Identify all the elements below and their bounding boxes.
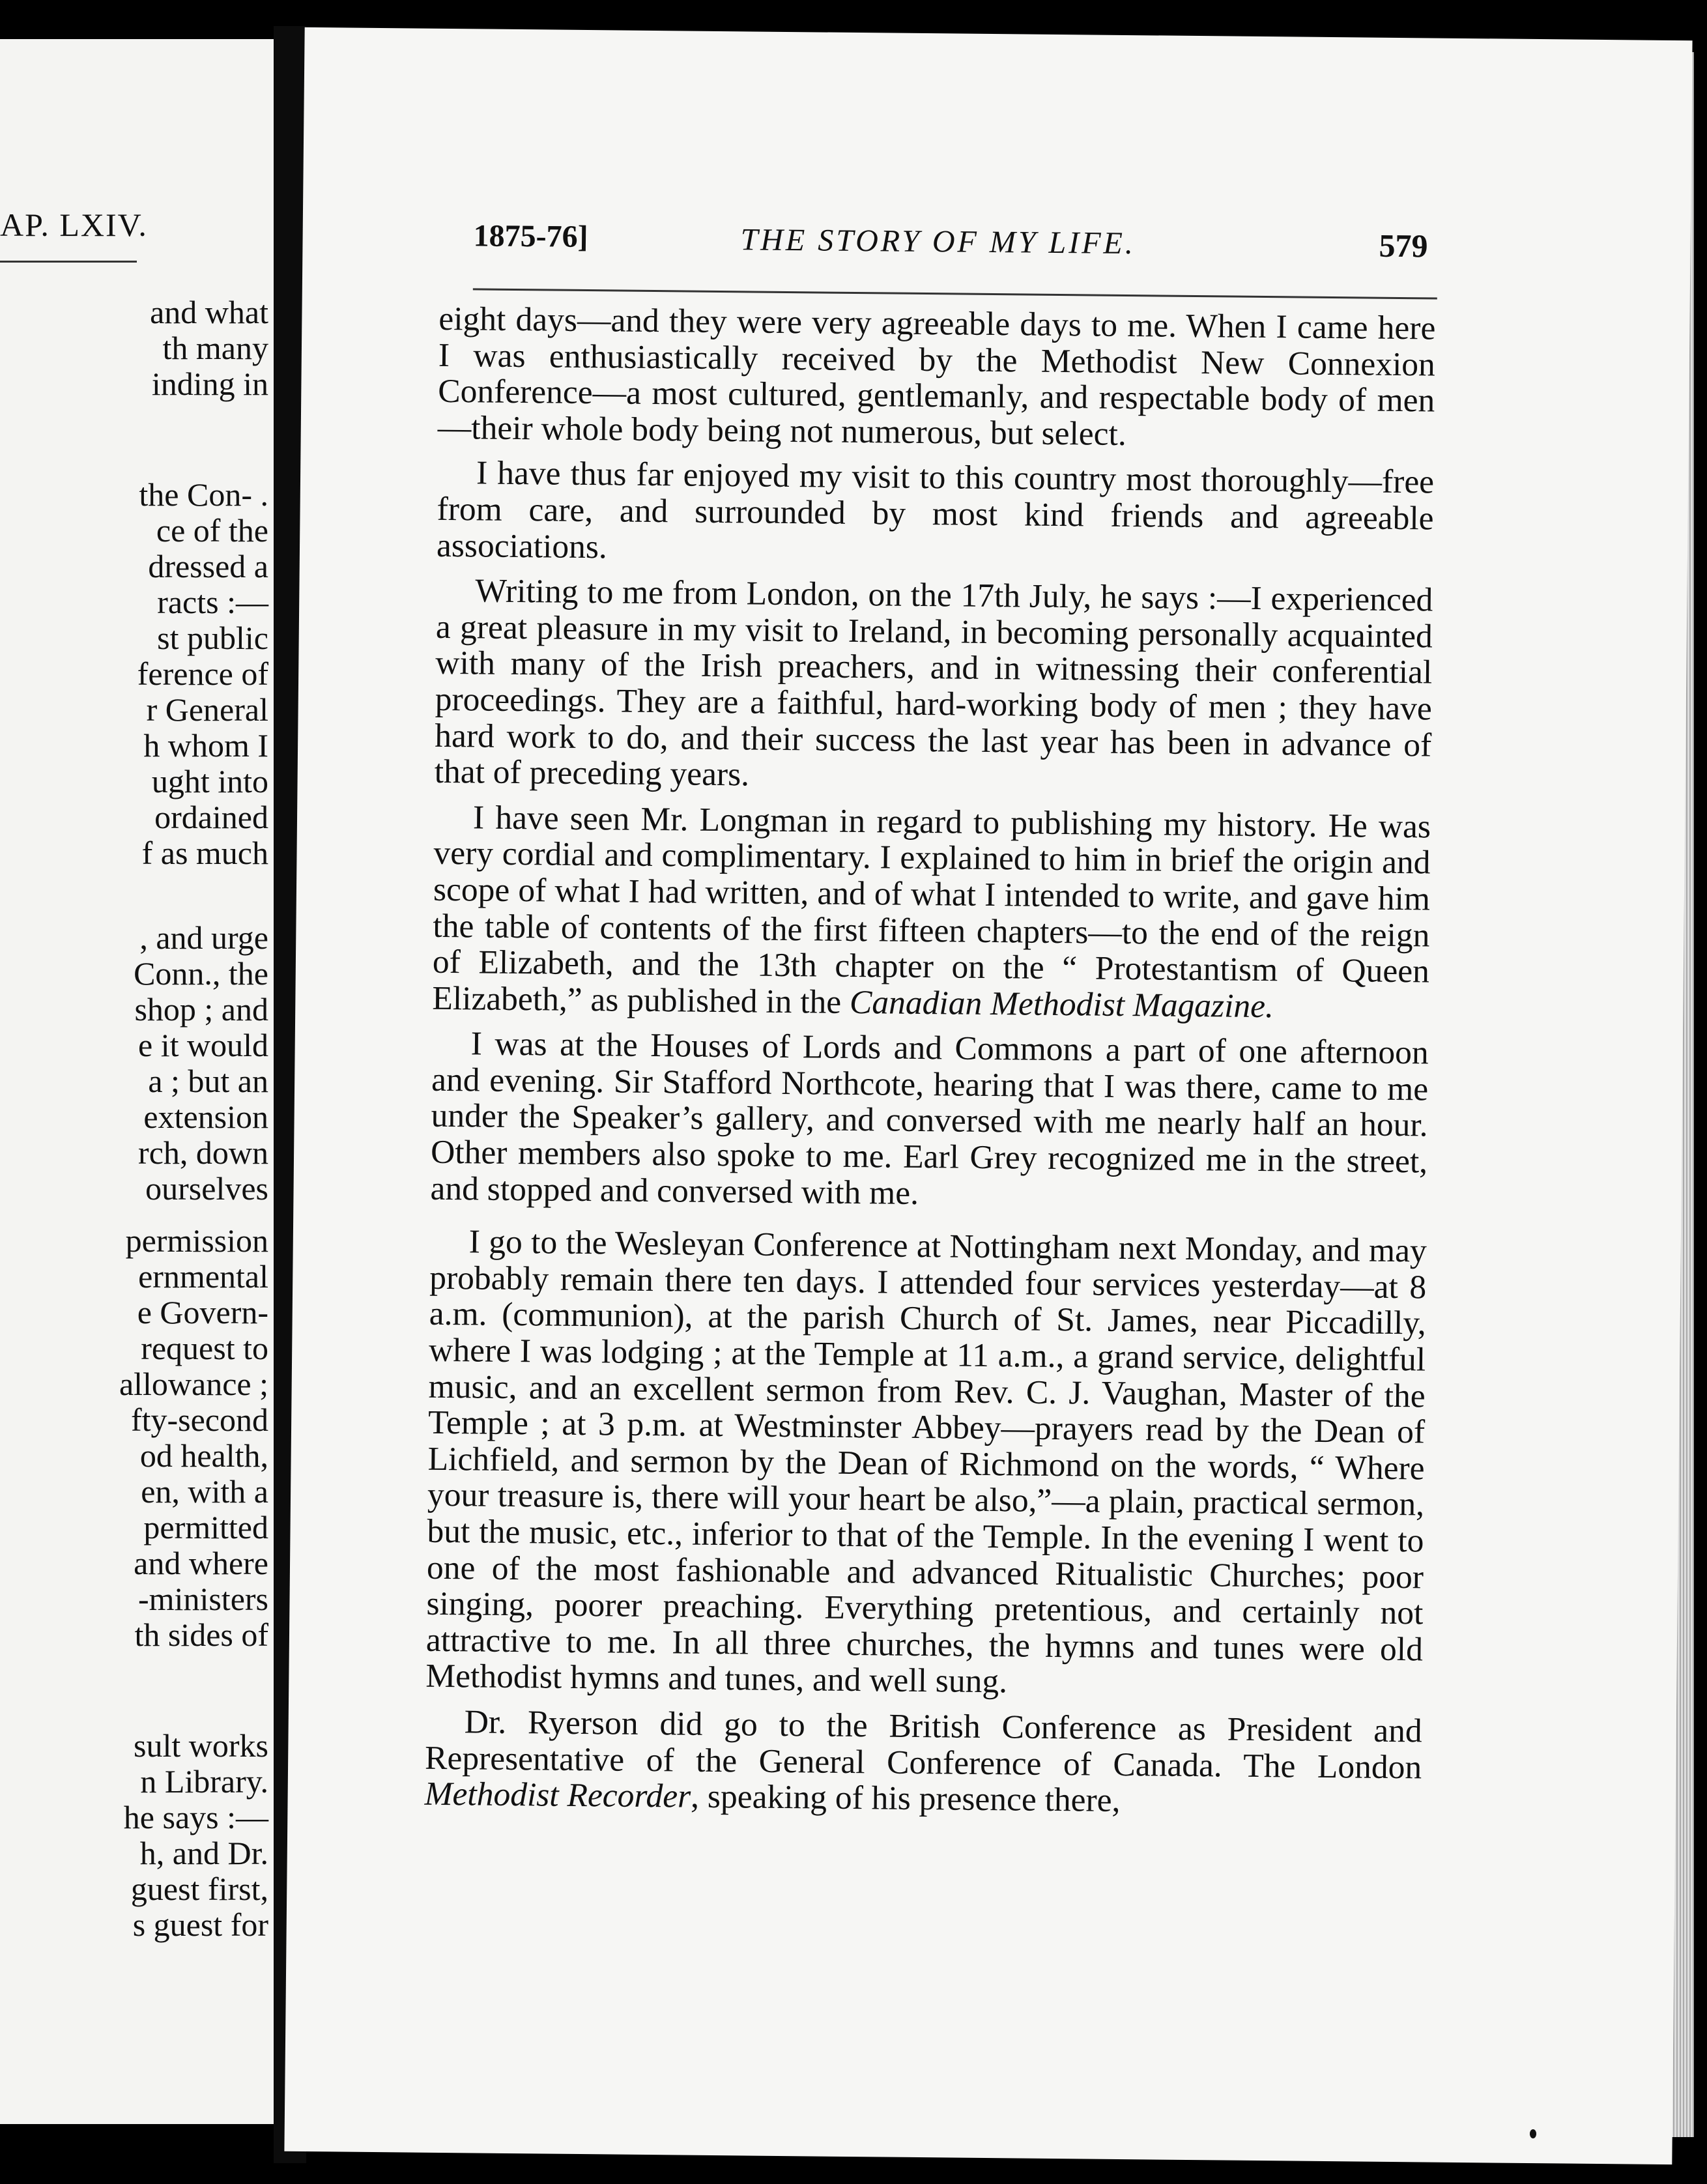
left-page-line: and where — [134, 1545, 268, 1581]
left-page-line: -ministers — [138, 1581, 268, 1617]
right-page — [284, 27, 1692, 2164]
left-page-line: guest first, — [130, 1871, 268, 1907]
paragraph — [430, 1026, 1429, 1216]
paragraph-text: I have thus far enjoyed my visit to this country most thoroughly—free from care, and surrounded by most kind friends and agreeable associations. — [436, 454, 1435, 566]
left-page-line: Conn., the — [134, 955, 268, 992]
left-page-line: shop ; and — [134, 991, 268, 1027]
left-page-line: h whom I — [143, 727, 268, 764]
left-page-line: permission — [125, 1222, 268, 1259]
left-page-line: rch, down — [138, 1134, 268, 1171]
paragraph — [437, 455, 1435, 573]
left-page-line: sult works — [134, 1727, 268, 1764]
paragraph — [434, 573, 1433, 799]
left-page-line: n Library. — [140, 1763, 268, 1800]
left-page-line: extension — [143, 1099, 268, 1135]
left-page-line: dressed a — [148, 548, 268, 584]
page-number: 579 — [1379, 227, 1428, 265]
left-page-line: racts :— — [157, 584, 268, 620]
left-facing-page — [0, 39, 274, 2124]
paragraph-text: Writing to me from London, on the 17th July, he says :—I experienced a great pleasure in my visit to Ireland, in becoming personally acquainted with many of the Irish preachers, and in witnessing their conferential proceedings. They are a faithful, hard-working body of men ; they have hard work to do, and their success the last year has been in advance of that of preceding years. — [434, 572, 1433, 794]
left-page-line: r General — [146, 691, 268, 728]
left-page-line: inding in — [151, 366, 268, 402]
paragraph — [425, 1224, 1427, 1704]
left-page-line: s guest for — [132, 1906, 268, 1943]
paragraph-text: I have seen Mr. Longman in regard to publishing my history. He was very cordial and complimentary. I explained to him in brief the origin and scope of what I had written, and of what I intended to write, and gave him the table of contents of the first fifteen chapters—to the end of the reign of Elizabeth, and the 13th chapter on the “ Protestantism of Queen Elizabeth,” as published in the — [432, 799, 1431, 1021]
left-page-line: he says :— — [123, 1799, 268, 1835]
left-page-running-head: AP. LXIV. — [0, 207, 148, 243]
running-head-title: THE STORY OF MY LIFE. — [740, 222, 1136, 261]
paragraph — [424, 1704, 1422, 1822]
left-page-line: ourselves — [145, 1170, 268, 1207]
left-page-line: request to — [141, 1330, 268, 1366]
paragraph-text: , speaking of his presence there, — [690, 1777, 1121, 1820]
body-text — [424, 301, 1435, 1822]
paragraph-text: I was at the Houses of Lords and Commons a part of one afternoon and evening. Sir Stafford Northcote, hearing that I was there, came to me under the Speaker’s gallery, and conversed with me nearly half an hour. Other members also spoke to me. Earl Grey recognized me in the street, and stopped and conversed with me. — [430, 1025, 1429, 1212]
left-page-line: od health, — [139, 1437, 268, 1474]
scan-speck — [1530, 2129, 1536, 2138]
left-page-line: th sides of — [134, 1616, 268, 1653]
left-page-line: f as much — [141, 835, 268, 871]
left-page-line: , and urge — [139, 919, 268, 956]
left-page-line: ught into — [151, 763, 268, 799]
left-page-line: th many — [162, 330, 268, 366]
left-page-line: e it would — [138, 1027, 268, 1063]
left-page-header-rule — [0, 261, 137, 263]
left-page-line: allowance ; — [119, 1366, 268, 1402]
left-page-line: ference of — [137, 655, 268, 692]
paragraph-text: I go to the Wesleyan Conference at Nottingham next Monday, and may probably remain there ten days. I attended four services yesterday—at 8 a.m. (communion), at the parish Church of St. James, near Piccadilly, where I was lodging ; at the Temple at 11 a.m., a grand service, delightful music, and an excellent sermon from Rev. C. J. Vaughan, Master of the Temple ; at 3 p.m. at Westminster Abbey—prayers read by the Dean of Lichfield, and sermon by the Dean of Richmond on the words, “ Where your treasure is, there will your heart be also,”—a plain, practical sermon, but the music, etc., inferior to that of the Temple. In the evening I went to one of the most fashionable and advanced Ritualistic Churches; poor singing, poorer preaching. Everything pretentious, and certainly not attractive to me. In all three churches, the hymns and tunes were old Methodist hymns and tunes, and well sung. — [425, 1223, 1427, 1701]
italic-title: Methodist Recorder — [424, 1775, 691, 1815]
left-page-line: permitted — [143, 1509, 268, 1545]
paragraph — [432, 799, 1431, 1026]
running-head-years: 1875-76] — [473, 218, 588, 255]
left-page-line: en, with a — [141, 1473, 268, 1510]
italic-title: Canadian Methodist Magazine. — [849, 983, 1274, 1025]
running-head — [473, 218, 1428, 272]
paragraph-text: eight days—and they were very agreeable days to me. When I came here I was enthusiastically received by the Methodist New Connexion Conference—a most cultured, gentlemanly, and respectable body of men—their whole body being not numerous, but select. — [437, 300, 1436, 453]
header-rule — [473, 288, 1437, 299]
paragraph — [438, 301, 1436, 455]
left-page-line: fty-second — [130, 1401, 268, 1438]
left-page-line: h, and Dr. — [139, 1835, 268, 1871]
left-page-line: st public — [157, 620, 268, 656]
left-page-line: e Govern- — [137, 1294, 268, 1330]
left-page-line: and what — [150, 294, 268, 330]
left-page-line: ernmental — [138, 1258, 268, 1295]
paragraph-text: Dr. Ryerson did go to the British Conference as President and Representative of the General Conference of Canada. The London — [424, 1703, 1422, 1786]
left-page-line: ce of the — [156, 512, 268, 549]
left-page-line: a ; but an — [148, 1063, 268, 1099]
left-page-line: the Con- . — [139, 476, 268, 513]
left-page-line: ordained — [154, 799, 268, 835]
